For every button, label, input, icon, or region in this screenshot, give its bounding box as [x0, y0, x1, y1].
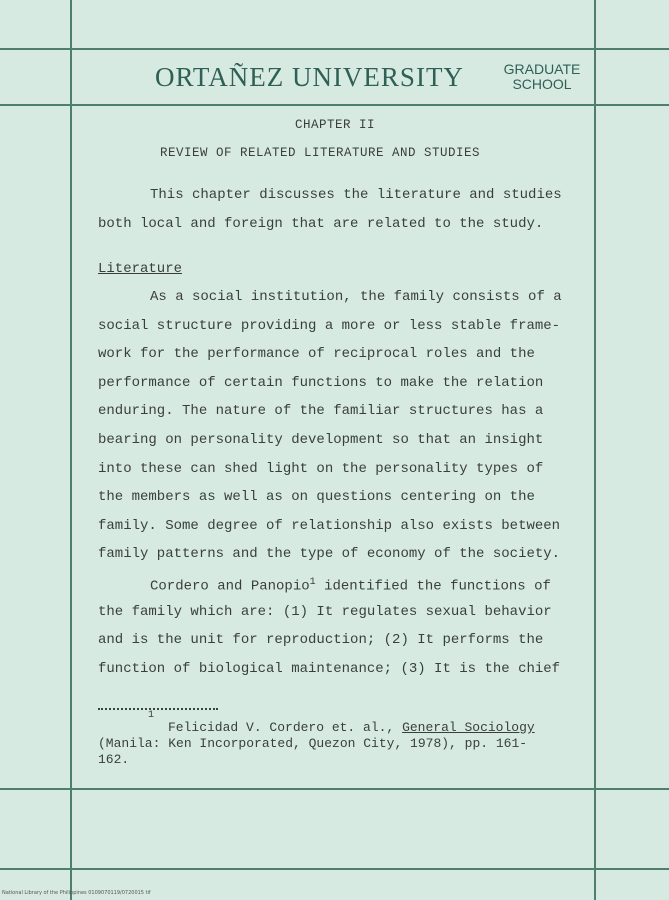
footer-top-rule — [0, 788, 669, 790]
paragraph-line: family. Some degree of relationship also exists between — [98, 518, 561, 534]
footnote-number: 1 — [148, 710, 155, 721]
paragraph-line — [150, 569, 551, 601]
chapter-label: CHAPTER II — [295, 118, 376, 132]
footnote-mark: 1 — [309, 577, 316, 588]
paragraph-line: into these can shed light on the personality types of — [98, 461, 544, 477]
citation-authors: Cordero and Panopio — [150, 578, 310, 595]
paragraph-line: As a social institution, the family consists of a — [150, 289, 562, 305]
paragraph-line: performance of certain functions to make the relation — [98, 375, 544, 391]
section-heading: Literature — [98, 261, 183, 277]
graduate-school-label — [492, 62, 592, 92]
archive-note: National Library of the Philippines 0109070119/0720015 tif — [2, 890, 151, 896]
footnote-line — [168, 720, 535, 736]
right-margin-rule — [594, 0, 596, 900]
footnote-line: (Manila: Ken Incorporated, Quezon City, 1978), pp. 161- — [98, 736, 528, 751]
paragraph-line: the family which are: (1) It regulates sexual behavior — [98, 604, 552, 620]
paragraph-line: social structure providing a more or less stable frame- — [98, 318, 561, 334]
university-name: ORTAÑEZ UNIVERSITY — [155, 62, 464, 92]
paragraph-line: work for the performance of reciprocal roles and the — [98, 346, 535, 362]
footer-bottom-rule — [0, 868, 669, 870]
footnote-line: 162. — [98, 752, 130, 767]
paragraph-line: enduring. The nature of the familiar structures has a — [98, 403, 544, 419]
header-bottom-rule — [0, 104, 669, 106]
paragraph-line: the members as well as on questions centering on the — [98, 489, 535, 505]
chapter-title: REVIEW OF RELATED LITERATURE AND STUDIES — [160, 146, 481, 160]
school-line: SCHOOL — [512, 76, 572, 92]
graduate-line: GRADUATE — [503, 61, 581, 77]
paragraph-line: family patterns and the type of economy of the society. — [98, 546, 561, 562]
left-margin-rule — [70, 0, 72, 900]
paragraph-line: function of biological maintenance; (3) It is the chief — [98, 661, 561, 677]
intro-line: both local and foreign that are related to the study. — [98, 216, 544, 232]
intro-line: This chapter discusses the literature and studies — [150, 187, 562, 203]
footnote-book-title: General Sociology — [402, 720, 535, 735]
paragraph-line: bearing on personality development so that an insight — [98, 432, 544, 448]
footnote-divider — [98, 708, 218, 710]
header-top-rule — [0, 48, 669, 50]
footnote-author: Felicidad V. Cordero et. al., — [168, 720, 395, 735]
paragraph-line: and is the unit for reproduction; (2) It performs the — [98, 632, 544, 648]
citation-rest: identified the functions of — [324, 578, 551, 595]
